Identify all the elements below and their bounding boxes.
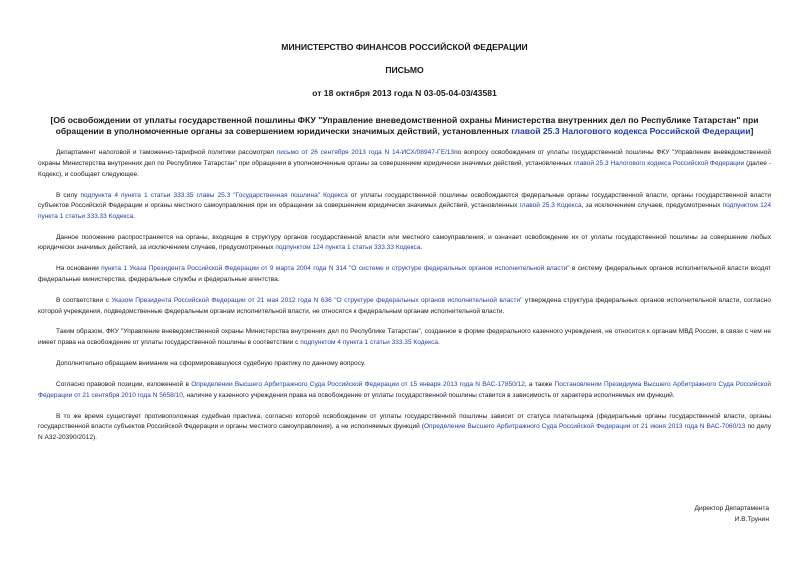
paragraph-8: [38, 380, 771, 401]
title-link-chapter-25-3[interactable]: главой 25.3 Налогового кодекса Российской Федерации: [511, 126, 751, 137]
paragraph-text: В силу: [56, 191, 81, 199]
paragraph-text: , наличие у казенного учреждения права на освобождение от уплаты государственной пошлины ставится в зависимость от характера исполняемых им функций.: [182, 391, 675, 399]
paragraph-text: , за исключением случаев, предусмотренных: [581, 202, 723, 210]
ministry-heading: МИНИСТЕРСТВО ФИНАНСОВ РОССИЙСКОЙ ФЕДЕРАЦИИ: [281, 42, 528, 52]
paragraph-text: Данное положение распространяется на органы, входящие в структуру органов государственной власти или местного самоуправления, и означает освобождение их от уплаты государственной пошлины за совершение любых юридически значимых действий, за исключением случаев, предусмотренных: [38, 233, 771, 252]
paragraph-5: [38, 296, 771, 317]
signature-block: [694, 503, 769, 525]
link-decree-314[interactable]: пункта 1 Указа Президента Российской Федерации от 9 марта 2004 года N 314 "О системе и структуре федеральных органов исполнительной власти": [101, 265, 570, 273]
paragraph-3: [38, 233, 771, 254]
link-resolution-5658-10[interactable]: Постановлении Президиума Высшего Арбитражного Суда Российской Федерации от 21 сентября 2010 года N 5658/10: [38, 381, 771, 399]
paragraph-text: .: [420, 244, 423, 252]
paragraph-1: [38, 148, 771, 180]
paragraph-2: [38, 191, 771, 223]
title-text: [Об освобождении от уплаты государственной пошлины ФКУ "Управление вневедомственной охраны Министерства внутренних дел по Республике Татарстан" при обращении в уполномоченные органы за совершением юридически значимых действий, установленных: [50, 115, 759, 137]
link-ruling-vas-7060-13[interactable]: Определение Высшего Арбитражного Суда Российской Федерации от 21 июня 2013 года N ВАС-7060/13: [423, 423, 746, 431]
paragraph-text: В соответствии с: [56, 296, 112, 304]
paragraph-9: [38, 412, 771, 444]
link-chapter-25-3[interactable]: главой 25.3 Налогового кодекса Российской Федерации: [573, 160, 745, 167]
paragraph-text: в систему федеральных органов исполнительной власти входят федеральные министерства, федеральные службы и федеральные агентства.: [38, 265, 771, 283]
document-type-heading: ПИСЬМО: [385, 65, 424, 75]
paragraph-text: (далее - Кодекс), и сообщает следующее.: [38, 160, 772, 178]
link-chapter-25-3-code[interactable]: главой 25.3 Кодекса: [519, 202, 582, 210]
document-title: [44, 115, 765, 137]
paragraph-text: по вопросу освобождения от уплаты государственной пошлины ФКУ "Управление вневедомственной охраны Министерства внутренних дел по Республике Татарстан" при обращении в уполномоченные органы за совершением юридически значимых действий, установленных: [38, 149, 771, 167]
link-letter-2013-09-26[interactable]: письмо от 26 сентября 2013 года N 14-ИСХ/08947-ГЕ/13: [276, 149, 455, 157]
paragraph-text: В то же время существует противоположная судебная практика, согласно которой освобождение от уплаты государственной пошлины зависит от статуса плательщика (федеральные органы государственной власти, органы государственной власти субъектов Российской Федерации и органы местного самоуправления), а не исполняемых функций (: [38, 412, 771, 431]
paragraph-text: утверждена структура федеральных органов исполнительной власти, согласно которой учреждения, подведомственные федеральным органам исполнительной власти, не относятся к федеральным органам исполнительной власти.: [38, 296, 771, 315]
paragraph-text: от уплаты государственной пошлины освобождаются федеральные органы государственной власти, органы государственной власти субъектов Российской Федерации и органы местного самоуправления при их обращении за совершением юридически значимых действий, установленных: [38, 191, 771, 210]
paragraph-text: Департамент налоговой и таможенно-тарифной политики рассмотрел: [56, 149, 277, 157]
link-subparagraph-124-article-333-33[interactable]: подпунктом 124 пункта 1 статьи 333.33 Кодекса: [275, 244, 421, 252]
document-date-number: от 18 октября 2013 года N 03-05-04-03/43581: [312, 88, 497, 98]
paragraph-text: по делу N А32-20390/2012).: [38, 423, 771, 441]
link-decree-636[interactable]: Указом Президента Российской Федерации от 21 мая 2012 года N 636 "О структуре федеральных органов исполнительной власти": [111, 296, 523, 304]
link-subparagraph-4-article-333-35[interactable]: подпунктом 4 пункта 1 статьи 333.35 Кодекса: [300, 339, 439, 347]
paragraph-text: .: [438, 339, 440, 347]
paragraph-7: [38, 359, 771, 370]
title-text-end: ]: [750, 126, 754, 137]
paragraph-text: На основании: [56, 265, 102, 273]
signature-name: И.В.Трунин: [734, 516, 769, 523]
paragraph-text: , а также: [524, 381, 555, 389]
link-subparagraph-4-article-333-35[interactable]: подпункта 4 пункта 1 статьи 333.35 главы 25.3 "Государственная пошлина" Кодекса: [80, 191, 348, 199]
paragraph-text: Согласно правовой позиции, изложенной в: [56, 381, 192, 389]
paragraph-4: [38, 264, 771, 285]
link-subparagraph-124-article-333-33[interactable]: подпунктом 124 пункта 1 статьи 333.33 Кодекса: [38, 202, 772, 220]
link-ruling-vas-17850-12[interactable]: Определении Высшего Арбитражного Суда Российской Федерации от 15 января 2013 года N ВАС-17850/12: [191, 381, 525, 389]
paragraph-6: [38, 327, 771, 348]
paragraph-text: .: [133, 212, 136, 220]
paragraph-text: Дополнительно обращаем внимание на сформировавшуюся судебную практику по данному вопросу.: [56, 360, 366, 368]
signature-position: Директор Департамента: [694, 505, 769, 512]
paragraph-text: Таким образом, ФКУ "Управление вневедомственной охраны Министерства внутренних дел по Республике Татарстан", созданное в форме федерального казенного учреждения, не относится к органам МВД России, в связи с чем не имеет права на освобождение от уплаты государственной пошлины в соответствии с: [38, 328, 771, 347]
